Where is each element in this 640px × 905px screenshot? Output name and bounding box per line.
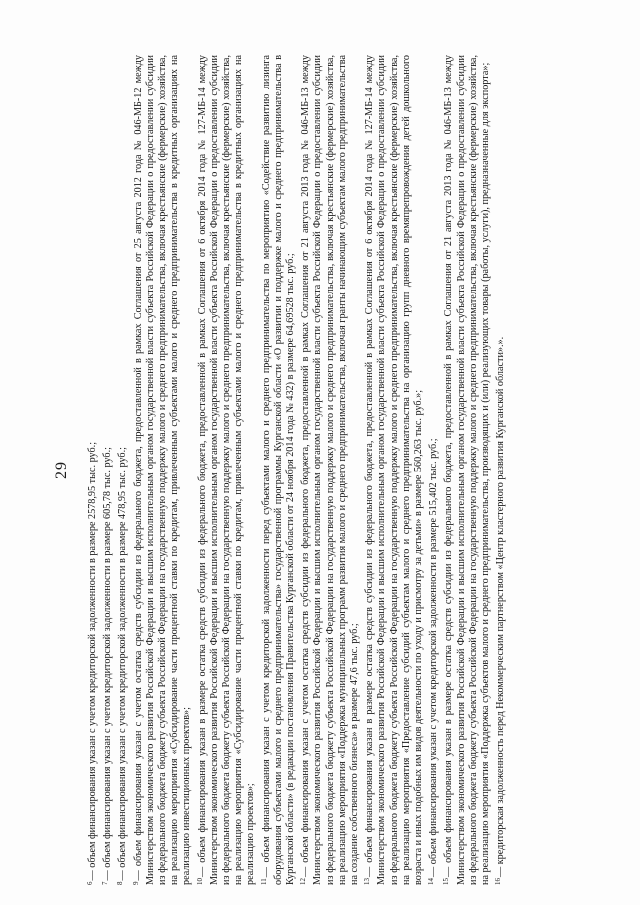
footnote-mark: 16 bbox=[494, 878, 503, 885]
footnote bbox=[84, 55, 99, 885]
footnote bbox=[297, 55, 361, 885]
footnote-mark: 13 bbox=[363, 878, 372, 885]
footnote-text: — объем финансирования указан с учетом остатка средств субсидии из федерального бюджета, предоставленной в рамках Соглашения от 25 августа 2012 года № 046-МБ-12 между Министерством экономического развития Российской Федерации и высшим исполнительным органом государственной власти субъекта Российской Федерации о предоставлении субсидии из федерального бюджета бюджету субъекта Российской Федерации на государственную поддержку малого и среднего предпринимательства, включая крестьянские (фермерские) хозяйства, на реализацию мероприятия «Субсидирование части процентной ставки по кредитам, привлеченным субъектами малого и среднего предпринимательства в кредитных организациях на реализацию инвестиционных проектов»; bbox=[132, 55, 193, 885]
footnote bbox=[440, 55, 492, 885]
footnote-text: — объем финансирования указан в размере остатка средств субсидии из федерального бюджета, предоставленной в рамках Соглашения от 6 октября 2014 года № 127-МБ-14 между Министерством экономического развития Российской Федерации и высшим исполнительным органом государственной власти субъекта Российской Федерации о предоставлении субсидии из федерального бюджета бюджету субъекта Российской Федерации на государственную поддержку малого и среднего предпринимательства, включая крестьянские (фермерские) хозяйства, на реализацию мероприятия «Предоставление субсидий субъектам малого и среднего предпринимательства на организацию групп дневного времяпрепровождения детей дошкольного возраста и иных подобных им видов деятельности по уходу и присмотру за детьми» в размере 560,263 тыс. руб.»; bbox=[364, 55, 425, 885]
footnote-text: — объем финансирования указан с учетом кредиторской задолженности перед субъектами малого и среднего предпринимательства по мероприятию «Содействие развитию лизинга оборудования субъектами малого и среднего предпринимательства» государственной программы Курганской области «О развитии и поддержке малого и среднего предпринимательства в Курганской области» (в редакции постановления Правительства Курганской области от 24 ноября 2014 года № 432) в размере 64,69528 тыс. руб.; bbox=[260, 55, 297, 885]
footnote-mark: 10 bbox=[195, 878, 204, 885]
footnote-text: — объем финансирования указан с учетом кредиторской задолженности в размере 478,95 тыс. руб.; bbox=[117, 447, 129, 881]
footnote-mark: 7 bbox=[101, 881, 110, 885]
footnote-mark: 14 bbox=[427, 878, 436, 885]
footnote bbox=[130, 55, 194, 885]
rotated-text-block bbox=[40, 55, 560, 885]
footnote bbox=[99, 55, 114, 885]
footnote-text: — объем финансирования указан с учетом кредиторской задолженности в размере 605,78 тыс. руб.; bbox=[102, 447, 114, 881]
footnote-mark: 6 bbox=[86, 881, 94, 885]
footnote-mark: 12 bbox=[299, 878, 308, 885]
footnote-mark: 11 bbox=[259, 878, 268, 885]
footnote-mark: 15 bbox=[442, 878, 451, 885]
footnote-text: — объем финансирования указан в размере остатка средств субсидии из федерального бюджета, предоставленной в рамках Соглашения от 21 августа 2013 года № 046-МБ-13 между Министерством экономического развития Российской Федерации и высшим исполнительным органом государственной власти субъекта Российской Федерации о предоставлении субсидии из федерального бюджета бюджету субъекта Российской Федерации на государственную поддержку малого и среднего предпринимательства, включая крестьянские (фермерские) хозяйства, на реализацию мероприятия «Поддержка субъектов малого и среднего предпринимательства, производящих и (или) реализующих товары (работы, услуги), предназначенные для экспорта»; bbox=[443, 55, 492, 885]
footnote-text: — объем финансирования указан с учетом кредиторской задолженности в размере 2578,95 тыс. руб.; bbox=[87, 441, 98, 881]
footnote-text: — кредиторская задолженность перед Некоммерческим партнерством «Центр кластерного развития Курганской области».». bbox=[495, 336, 507, 877]
footnotes bbox=[84, 55, 508, 885]
page-number: 29 bbox=[53, 461, 70, 479]
footnote bbox=[492, 55, 507, 885]
footnote bbox=[425, 55, 440, 885]
footnote-text: — объем финансирования указан с учетом кредиторской задолженности в размере 515,402 тыс. руб.; bbox=[428, 438, 440, 877]
footnote bbox=[258, 55, 298, 885]
footnote-text: — объем финансирования указан в размере остатка средств субсидии из федерального бюджета, предоставленной в рамках Соглашения от 6 октября 2014 года № 127-МБ-14 между Министерством экономического развития Российской Федерации и высшим исполнительным органом государственной власти субъекта Российской Федерации о предоставлении субсидии из федерального бюджета бюджету субъекта Российской Федерации на государственную поддержку малого и среднего предпринимательства, включая крестьянские (фермерские) хозяйства, на реализацию мероприятия «Субсидирование части процентной ставки по кредитам, привлеченным субъектами малого и среднего предпринимательства в кредитных организациях на реализацию проектов»; bbox=[196, 55, 257, 885]
footnote-text: — объем финансирования указан с учетом остатка средств субсидии из федерального бюджета, предоставленной в рамках Соглашения от 21 августа 2013 года № 046-МБ-13 между Министерством экономического развития Российской Федерации и высшим исполнительным органом государственной власти субъекта Российской Федерации о предоставлении субсидии из федерального бюджета бюджету субъекта Российской Федерации на государственную поддержку малого и среднего предпринимательства, включая крестьянские (фермерские) хозяйства, на реализацию мероприятия «Поддержка муниципальных программ развития малого и среднего предпринимательства, включая гранты начинающим субъектам малого предпринимательства на создание собственного бизнеса» в размере 47,6 тыс. руб.; bbox=[300, 55, 361, 885]
footnote bbox=[194, 55, 258, 885]
footnote-mark: 8 bbox=[116, 881, 125, 885]
footnote bbox=[361, 55, 425, 885]
footnote bbox=[114, 55, 129, 885]
footnote-mark: 9 bbox=[131, 881, 140, 885]
